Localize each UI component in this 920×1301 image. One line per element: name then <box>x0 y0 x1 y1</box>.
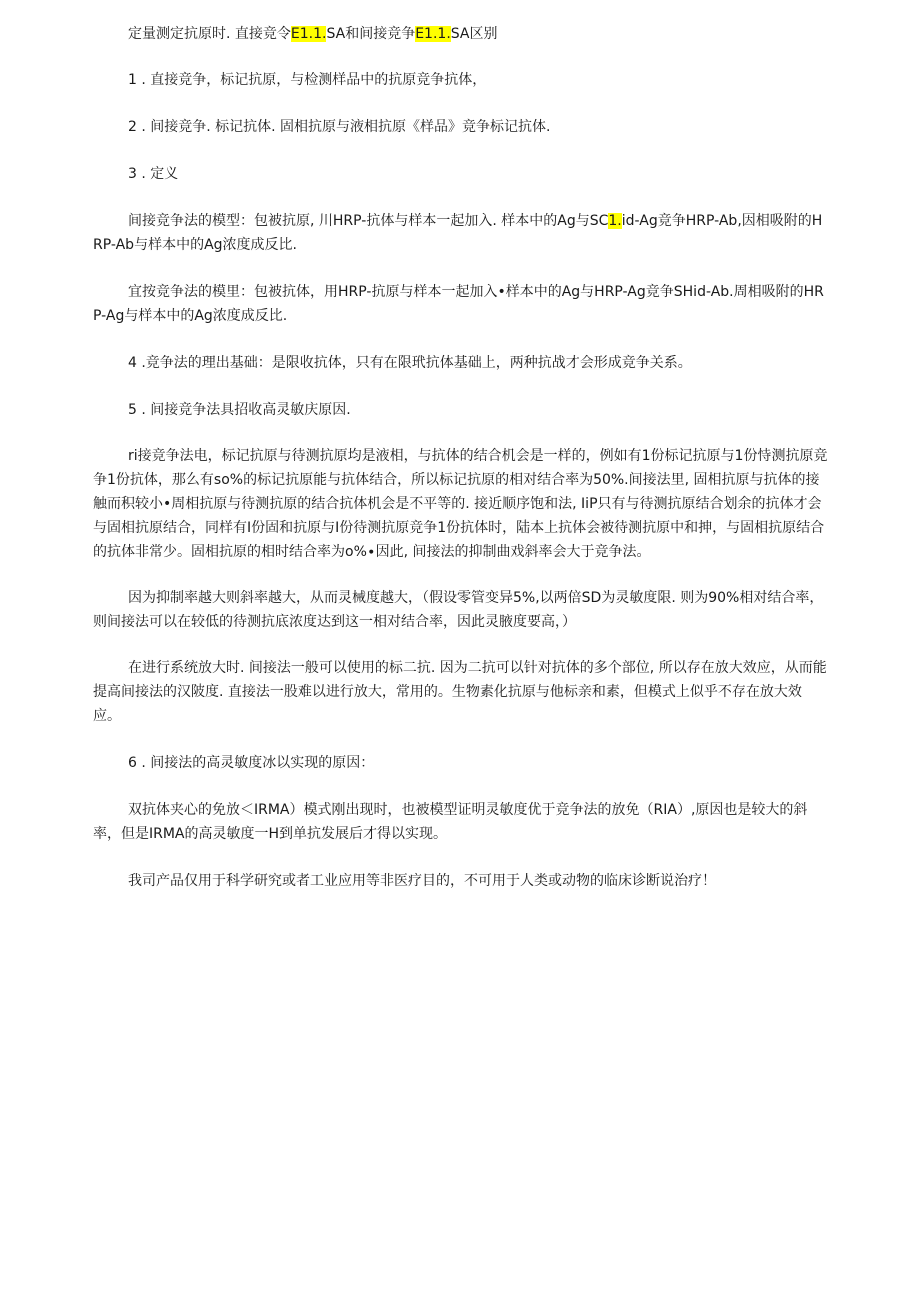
explanation-paragraph-1: ri接竞争法电，标记抗原与待测抗原均是液相，与抗体的结合机会是一样的，例如有1份标记抗原与1份恃测抗原竞争1份抗体，那么有so%的标记抗原能与抗体结合，所以标记抗原的相对结合率为50%.间接法里, 固相抗原与抗体的接触而积较小•周相抗原与待测抗原的结合抗体机会是不平等的. 接近顺序饱和法, IiP只有与待测抗原结合划余的抗体才会与固相抗原结合，同样有I份固和抗原与I份待测抗原竞争1份抗体时，陆本上抗体会被待测抗原中和抻，与固相抗原结合的抗体非常少。固相抗原的相时结合率为o%∙因此, 间接法的抑制曲戏斜率会大于竞争法。 <box>93 448 828 560</box>
list-item-1: 1 . 直接竞争，标记抗原，与检测样品中的抗原竞争抗体， <box>128 72 487 88</box>
list-item-2: 2 . 间接竞争. 标记抗体. 固相抗原与液相抗原《样品》竞争标记抗体. <box>128 119 551 135</box>
explanation-paragraph-2: 因为抑制率越大则斜率越大，从而灵械度越大，（假设零管变异5%,以两倍SD为灵敏度限. 则为90%相对结合率，则间接法可以在较低的待测抗底浓度达到这一相对结合率，因此灵腋度要高，） <box>93 590 824 630</box>
title-part3: SA区别 <box>450 26 498 42</box>
title-part1: 定量测定抗原时. 直接竞令 <box>128 26 291 42</box>
list-item-3: 3 . 定义 <box>128 166 179 182</box>
indirect-model-highlight: 1. <box>608 213 622 229</box>
list-item-4: 4 .竞争法的理出基础：是限收抗体，只有在限玳抗体基础上，两种抗战才会形成竞争关系。 <box>128 355 692 371</box>
title-highlight-1: E1.1. <box>290 26 327 42</box>
indirect-model-part2: id-Ag竞争HRP-Ab,因相吸附的HRP-Ab与样本中的Ag浓度成反比. <box>93 213 823 253</box>
list-item-6: 6 . 间接法的高灵敏度冰以实现的原因： <box>128 755 375 771</box>
list-item-5: 5 . 间接竞争法具招收高灵敏庆原因. <box>128 402 351 418</box>
disclaimer: 我司产品仅用于科学研究或者工业应用等非医疗目的，不可用于人类或动物的临床诊断说治疗！ <box>128 873 716 889</box>
explanation-paragraph-4: 双抗体夹心的免放＜IRMA）模式刚出现时，也被模型证明灵敏度优于竞争法的放免（RIA）,原因也是较大的斜率，但是IRMA的高灵敏度一H到单抗发展后才得以实现。 <box>93 802 808 842</box>
indirect-model-paragraph <box>93 209 828 257</box>
indirect-model-part1: 间接竞争法的模型：包被抗原, 川HRP-抗体与样本一起加入. 样本中的Ag与SC <box>128 213 609 229</box>
title-part2: SA和间接竞争 <box>326 26 416 42</box>
explanation-paragraph-3: 在进行系统放大时. 间接法一般可以使用的标二抗. 因为二抗可以针对抗体的多个部位, 所以存在放大效应，从而能提高间接法的汉陂度. 直接法一股难以进行放大，常用的。生物素化抗原与他标亲和素，但模式上似乎不存在放大效应。 <box>93 660 827 724</box>
direct-model-paragraph: 宜按竞争法的模里：包被抗体，用HRP-抗原与样本一起加入•样本中的Ag与HRP-Ag竞争SHid-Ab.周相吸附的HRP-Ag与样本中的Ag浓度成反比. <box>93 284 824 324</box>
document-title <box>93 22 828 46</box>
title-highlight-2: E1.1. <box>415 26 451 42</box>
